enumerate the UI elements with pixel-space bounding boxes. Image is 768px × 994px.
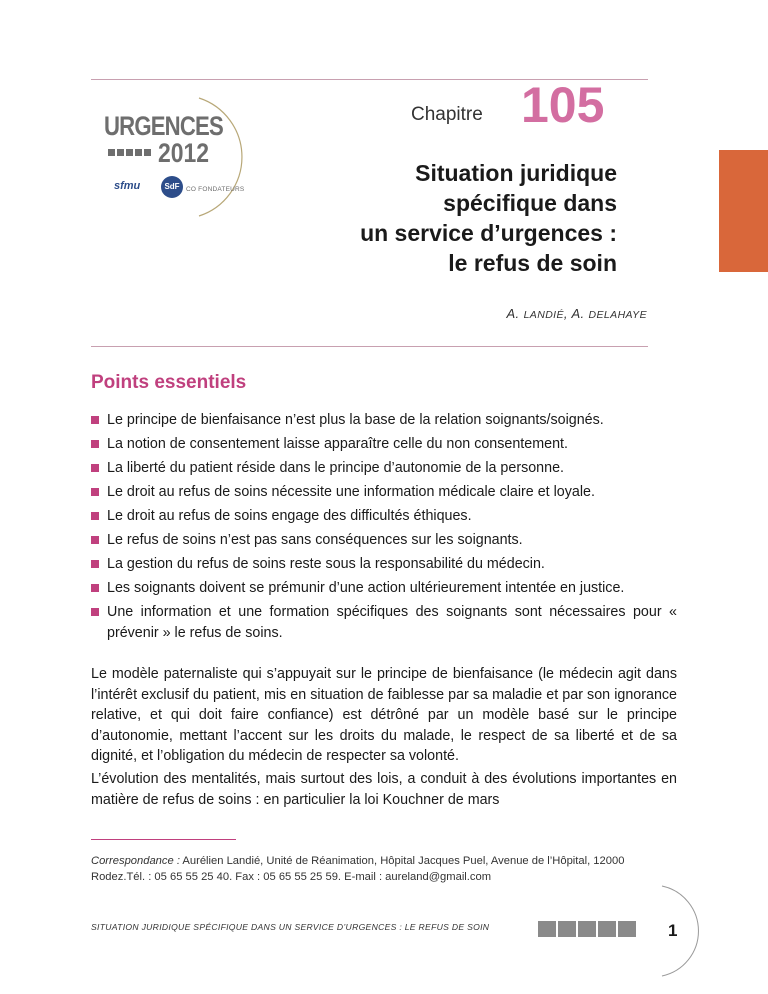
logo-year: 2012: [158, 138, 210, 168]
list-item-text: Le droit au refus de soins nécessite une information médicale claire et loyale.: [107, 484, 595, 500]
footer-squares: [538, 921, 636, 937]
square-bullet-icon: [91, 488, 99, 496]
authors: [506, 306, 647, 321]
section-rule: [91, 346, 648, 347]
square-bullet-icon: [91, 584, 99, 592]
list-item: [91, 578, 677, 599]
list-item: [91, 410, 677, 431]
list-item-text: La notion de consentement laisse apparaître celle du non consentement.: [107, 436, 568, 452]
list-item-text: La liberté du patient réside dans le principe d’autonomie de la personne.: [107, 460, 565, 476]
title-line: Situation juridique: [415, 160, 617, 186]
title-line: spécifique dans: [443, 190, 617, 216]
list-item-text: Le principe de bienfaisance n’est plus la base de la relation soignants/soignés.: [107, 412, 604, 428]
body-paragraph: L’évolution des mentalités, mais surtout des lois, a conduit à des évolutions importantes en matière de refus de soins : en particulier la loi Kouchner de mars: [91, 771, 677, 808]
list-item: [91, 602, 677, 644]
list-item-text: Une information et une formation spécifiques des soignants sont nécessaires pour « prévenir » le refus de soins.: [107, 604, 677, 641]
list-item: [91, 482, 677, 503]
list-item: [91, 458, 677, 479]
square-bullet-icon: [91, 464, 99, 472]
square-bullet-icon: [91, 608, 99, 616]
logo-squares: [108, 149, 151, 156]
urgences-2012-logo: [104, 96, 254, 218]
list-item: [91, 554, 677, 575]
sdf-badge-logo: SdF: [161, 176, 183, 198]
running-title: SITUATION JURIDIQUE SPÉCIFIQUE DANS UN SERVICE D’URGENCES : LE REFUS DE SOIN: [91, 922, 490, 932]
footnote: [91, 853, 677, 885]
square-bullet-icon: [91, 536, 99, 544]
side-tab: [719, 150, 768, 272]
author-name: DELAHAYE: [588, 309, 647, 321]
key-points-list: [91, 410, 677, 647]
footnote-rule: [91, 839, 236, 840]
section-title: Points essentiels: [91, 372, 247, 393]
list-item: [91, 434, 677, 455]
footnote-label: Correspondance :: [91, 855, 180, 867]
list-item-text: La gestion du refus de soins reste sous la responsabilité du médecin.: [107, 556, 545, 572]
author-separator: , A.: [563, 306, 589, 321]
logo-word: URGENCES: [104, 111, 223, 141]
body-paragraph: Le modèle paternaliste qui s’appuyait sur le principe de bienfaisance (le médecin agit dans l’intérêt exclusif du patient, mis en situation de faiblesse par sa maladie et par son ignorance relative, et qui doit faire confiance) est détrôné par un modèle basé sur le principe d’autonomie, mettant l’accent sur les droits du malade, le respect de sa liberté et de sa dignité, et l’obligation du médecin de respecter sa volonté.: [91, 666, 677, 764]
list-item: [91, 530, 677, 551]
footnote-text: Aurélien Landié, Unité de Réanimation, Hôpital Jacques Puel, Avenue de l’Hôpital, 12000 Rodez.Tél. : 05 65 55 25 40. Fax : 05 65 55 25 59. E-mail : aureland@gmail.com: [91, 855, 625, 883]
title-line: un service d’urgences :: [360, 220, 617, 246]
chapter-title: [257, 158, 617, 278]
author-initial: A.: [506, 306, 524, 321]
logo-founders-text: CO FONDATEURS: [186, 186, 245, 193]
list-item: [91, 506, 677, 527]
chapter-label: Chapitre: [411, 104, 483, 125]
author-name: LANDIÉ: [523, 309, 564, 321]
list-item-text: Le refus de soins n’est pas sans conséquences sur les soignants.: [107, 532, 523, 548]
page-number: 1: [668, 921, 678, 940]
chapter-number: 105: [521, 77, 605, 133]
square-bullet-icon: [91, 416, 99, 424]
sfmu-logo: sfmu: [114, 180, 141, 192]
list-item-text: Les soignants doivent se prémunir d’une action ultérieurement intentée en justice.: [107, 580, 625, 596]
square-bullet-icon: [91, 440, 99, 448]
square-bullet-icon: [91, 512, 99, 520]
list-item-text: Le droit au refus de soins engage des difficultés éthiques.: [107, 508, 472, 524]
square-bullet-icon: [91, 560, 99, 568]
title-line: le refus de soin: [448, 250, 617, 276]
